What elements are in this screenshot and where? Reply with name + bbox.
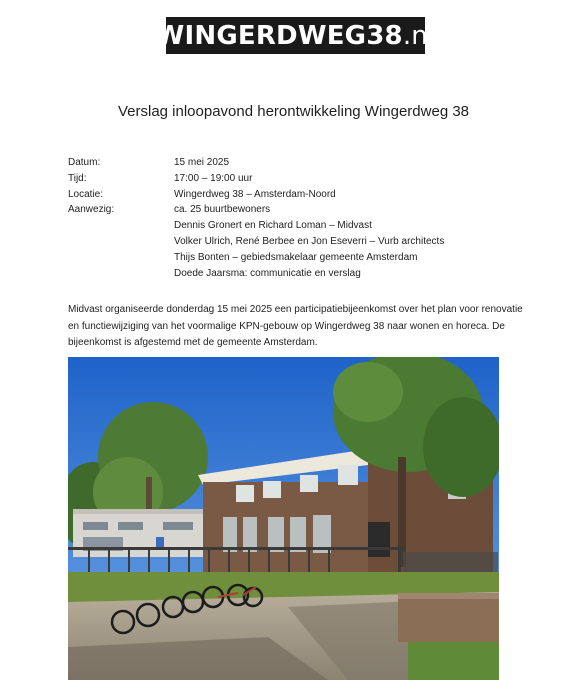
present-item: Dennis Gronert en Richard Loman – Midvast: [174, 220, 372, 232]
building-photo: [68, 357, 499, 680]
present-row: [68, 266, 444, 282]
page-title: Verslag inloopavond herontwikkeling Wingerdweg 38: [117, 103, 470, 120]
present-item: Doede Jaarsma: communicatie en verslag: [174, 267, 361, 279]
location-value: Wingerdweg 38 – Amsterdam-Noord: [174, 188, 336, 200]
location-label: Locatie:: [68, 188, 104, 200]
date-label: Datum:: [68, 157, 101, 168]
logo-suffix: .nl: [402, 20, 436, 51]
present-row: [68, 202, 444, 218]
location-row: [68, 187, 444, 203]
present-row: [68, 250, 444, 266]
present-label: Aanwezig:: [68, 204, 115, 216]
site-logo: [155, 17, 436, 54]
present-item: ca. 25 buurtbewoners: [174, 204, 271, 216]
meeting-details: [68, 155, 444, 281]
intro-paragraph: Midvast organiseerde donderdag 15 mei 2025 een participatiebijeenkomst over het plan voor renovatie en functiewijziging van het voormalige KPN-gebouw op Wingerdweg 38 naar wonen en horeca. De bijeenkomst is afgestemd met de gemeente Amsterdam.: [68, 304, 523, 348]
present-row: [68, 218, 444, 234]
date-value: 15 mei 2025: [174, 157, 230, 168]
logo-brand: WINGERDWEG38: [155, 20, 403, 51]
time-value: 17:00 – 19:00 uur: [174, 172, 253, 184]
present-row: [68, 234, 444, 250]
time-label: Tijd:: [68, 172, 87, 184]
date-row: [68, 155, 444, 171]
time-row: [68, 171, 444, 187]
present-item: Thijs Bonten – gebiedsmakelaar gemeente Amsterdam: [174, 251, 418, 263]
present-item: Volker Ulrich, René Berbee en Jon Eseverri – Vurb architects: [174, 235, 445, 247]
